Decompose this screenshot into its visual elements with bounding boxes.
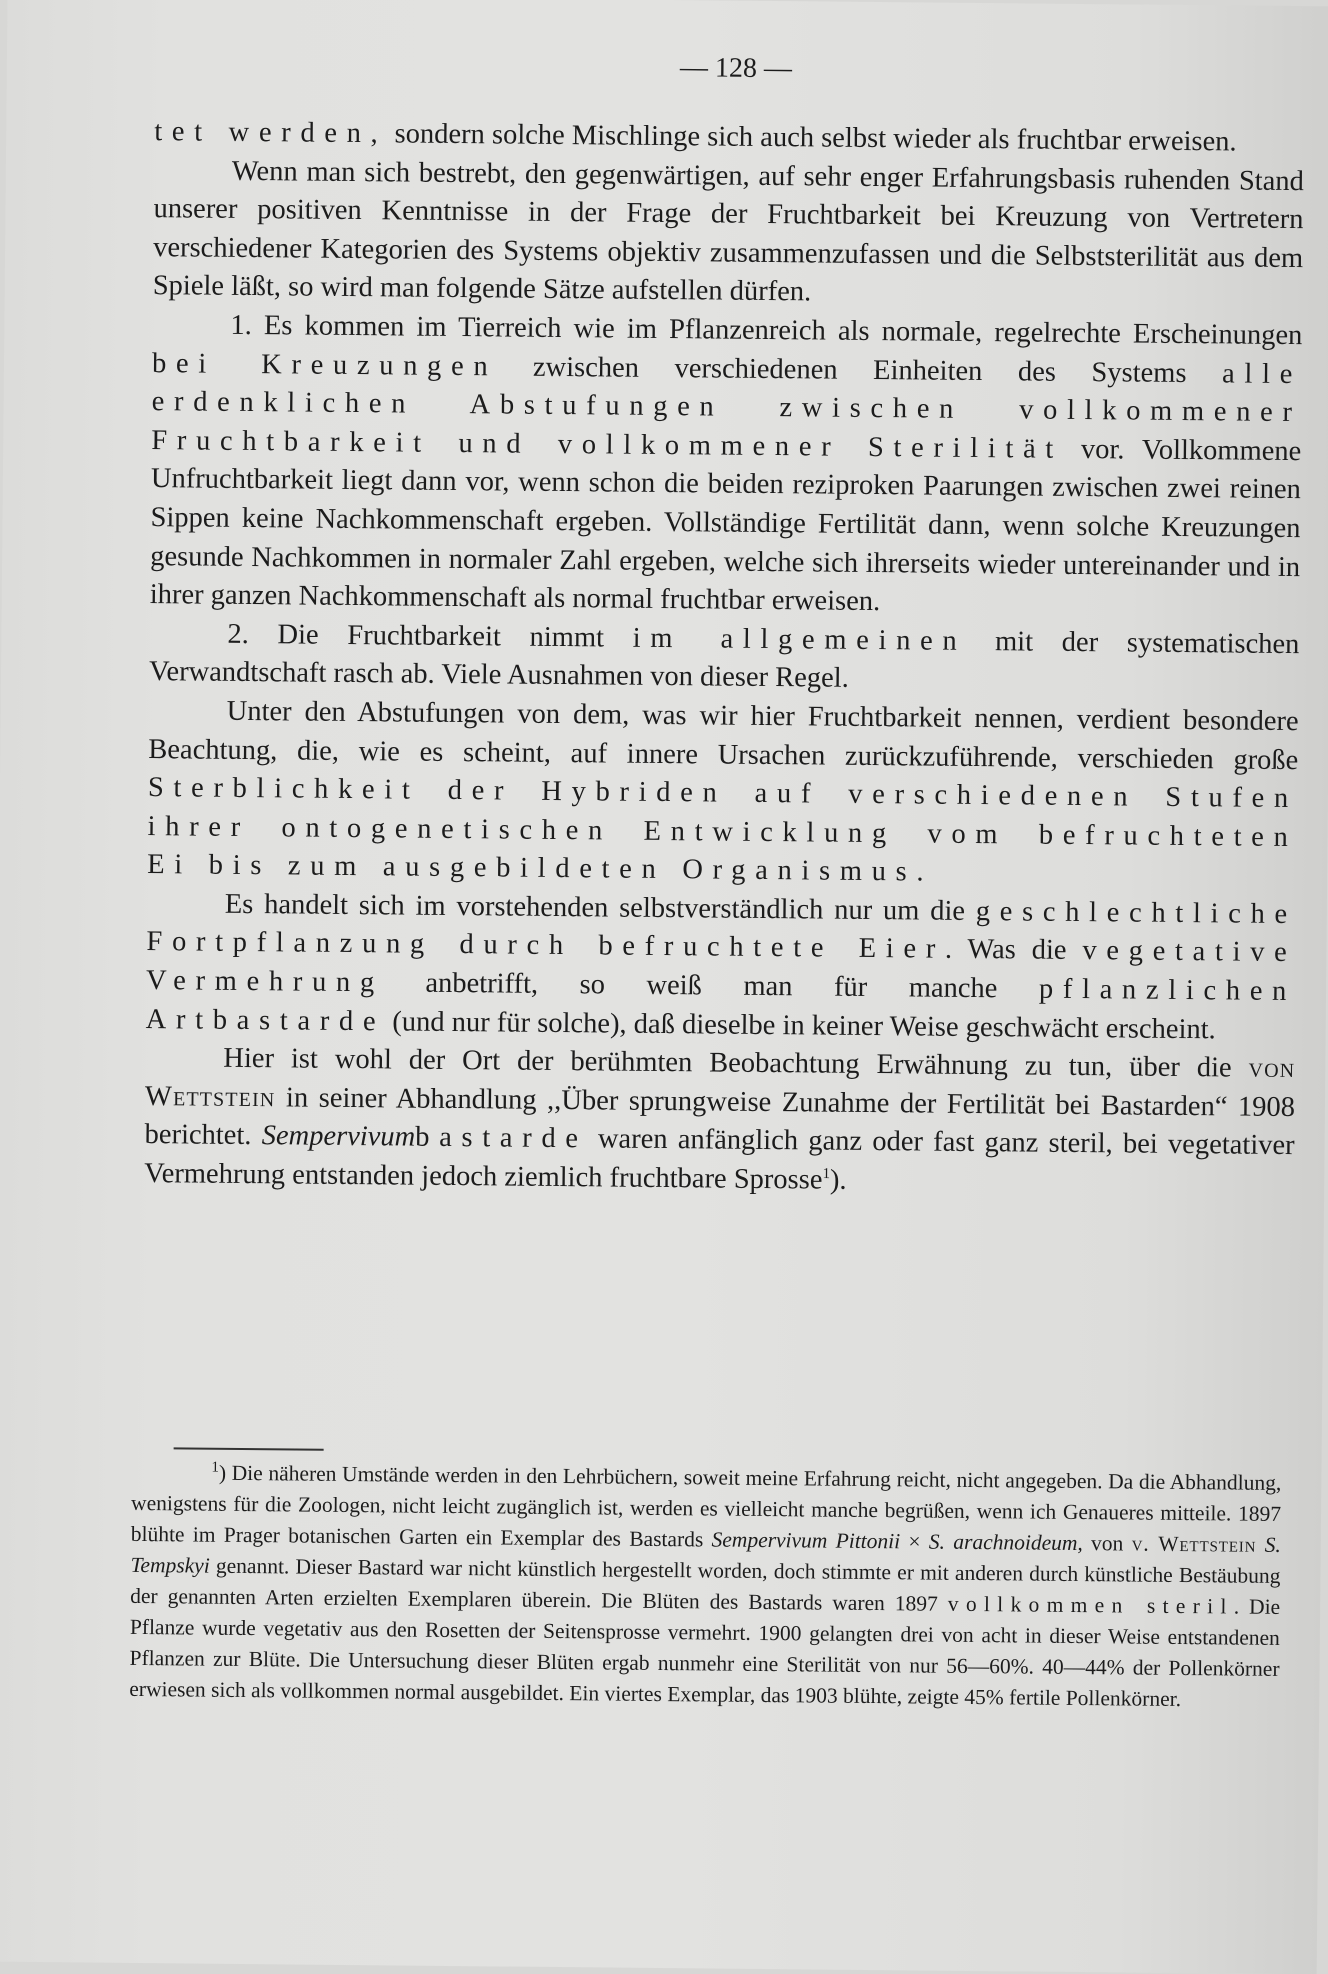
text-run: anbetrifft, so weiß man für manche	[383, 967, 1040, 1005]
footnote-reference: 1	[822, 1166, 831, 1183]
author-name: v. Wettstein	[1131, 1531, 1257, 1557]
footnote-divider	[174, 1447, 324, 1450]
spaced-text: Sterblichkeit der Hybriden auf verschiedenen Stufen ihrer ontogenetischen Entwicklung vom befruchteten Ei bis zum ausgebildeten Organismus	[147, 772, 1299, 888]
text-run: von	[1082, 1531, 1132, 1556]
spaced-text: geschlechtliche Fortpflanzung durch befruchtete Eier	[146, 895, 1297, 966]
author-name: von Wettstein	[144, 1052, 1296, 1114]
paragraph-2: Wenn man sich bestrebt, den gegenwärtigen, auf sehr enger Erfahrungsbasis ruhenden Stand unserer positiven Kenntnisse in der Frage der Fruchtbarkeit bei Kreuzung von Vertretern verschiedener Kategorien des Systems objektiv zusammenzufassen und die Selbststerilität aus dem Spiele läßt, so wird man folgende Sätze aufstellen dürfen.	[152, 155, 1304, 308]
text-run: Es handelt sich im vorstehenden selbstverständlich nur um die	[224, 888, 976, 927]
paragraph-4	[149, 615, 1300, 703]
text-run: 1. Es kommen im Tierreich wie im Pflanzenreich als normale, regelrechte Erscheinungen	[230, 309, 1303, 352]
italic-text: S. arachnoideum,	[928, 1529, 1083, 1556]
spaced-text: vollkommen steril	[947, 1591, 1234, 1619]
spaced-text: alle erdenklichen Abstufungen zwischen vollkommener Fruchtbarkeit und vollkommener Sterilität	[151, 357, 1303, 465]
spaced-text: im allgemeinen	[632, 622, 967, 657]
text-run: 2. Die Fruchtbarkeit nimmt	[227, 618, 633, 654]
italic-text: Sempervivum	[261, 1120, 416, 1154]
text-run: sondern solche Mischlinge sich auch selbst wieder als fruchtbar erweisen.	[387, 118, 1237, 158]
spaced-text: vegetative Vermehrung	[145, 935, 1297, 999]
text-run: . Was die	[944, 934, 1083, 967]
text-run: waren anfänglich ganz oder fast ganz steril, bei vegetativer Vermehrung entstanden jedoch ziemlich fruchtbare Sprosse	[144, 1123, 1295, 1196]
text-run: mit der systematischen Verwandtschaft rasch ab. Viele Ausnahmen von dieser Regel.	[148, 625, 1300, 695]
text-run: Hier ist wohl der Ort der berühmten Beobachtung Erwähnung zu tun, über die	[223, 1043, 1249, 1084]
spaced-text: pflanzlichen Artbastarde	[145, 973, 1297, 1037]
text-run: ×	[900, 1529, 929, 1554]
text-run: zwischen verschiedenen Einheiten des Systems	[497, 350, 1223, 389]
page-number: — 128 —	[679, 52, 793, 85]
text-run: . Die Pflanze wurde vegetativ aus den Rosetten der Seitensprosse vermehrt. 1900 gelangten drei von acht in dieser Weise entstandenen Pflanzen zur Blüte. Die Untersuchung dieser Blüten ergab nunmehr eine Sterilität von nur 56—60%. 40—44% der Pollenkörner erwiesen sich als vollkommen normal ausgebildet. Ein viertes Exemplar, das 1903 blühte, zeigte 45% fertile Pollenkörner.	[129, 1594, 1281, 1712]
italic-text: S. Tempskyi	[130, 1532, 1281, 1578]
text-run: in seiner Abhandlung ,,Über sprungweise Zunahme der Fertilität bei Bastarden“ 1908 berichtet.	[144, 1082, 1296, 1152]
text-run: Unter den Abstufungen von dem, was wir hier Fruchtbarkeit nennen, verdient besondere Beachtung, die, wie es scheint, auf innere Ursachen zurückzuführende, verschieden große	[148, 695, 1299, 776]
spaced-text: bei Kreuzungen	[151, 347, 498, 382]
text-run: (und nur für solche), daß dieselbe in keiner Weise geschwächt erscheint.	[385, 1005, 1216, 1045]
spaced-text: bastarde	[415, 1122, 588, 1155]
paragraph-5	[147, 692, 1299, 896]
text-run	[1256, 1533, 1265, 1557]
text-run: ).	[829, 1164, 847, 1196]
paragraph-3	[150, 306, 1303, 626]
text-run: vor. Vollkommene Unfruchtbarkeit liegt dann vor, wenn schon die beiden reziproken Paarungen zwischen zwei reinen Sippen keine Nachkommenschaft ergeben. Vollständige Fertilität dann, wenn solche Kreuzungen gesunde Nachkommen in normaler Zahl ergeben, welche sich ihrerseits wieder untereinander und in ihrer ganzen Nachkommenschaft als normal fruchtbar erweisen.	[149, 433, 1302, 618]
text-run: ) Die näheren Umstände werden in den Lehrbüchern, soweit meine Erfahrung reicht, nicht angegeben. Da die Abhandlung, wenigstens für die Zoologen, nicht leicht zugänglich ist, werden es vielleicht manche begrüßen, wenn ich Genaueres mitteile. 1897 blühte im Prager botanischen Garten ein Exemplar des Bastards	[130, 1460, 1282, 1552]
footnote-mark: 1	[211, 1459, 220, 1476]
text-run: .	[916, 856, 924, 888]
text-run: genannt. Dieser Bastard war nicht künstlich hergestellt worden, doch stimmte er mit anderen durch künstliche Bestäubung der genannten Arten erzielten Exemplaren überein. Die Blüten des Bastards waren 1897	[130, 1553, 1281, 1616]
footnote	[129, 1457, 1281, 1716]
footnote-text	[129, 1457, 1281, 1716]
italic-text: Sempervivum Pittonii	[711, 1527, 901, 1554]
main-text	[144, 113, 1304, 1205]
spaced-text: tet werden,	[154, 116, 388, 150]
paragraph-6	[146, 885, 1297, 1050]
paragraph-7	[144, 1039, 1295, 1204]
